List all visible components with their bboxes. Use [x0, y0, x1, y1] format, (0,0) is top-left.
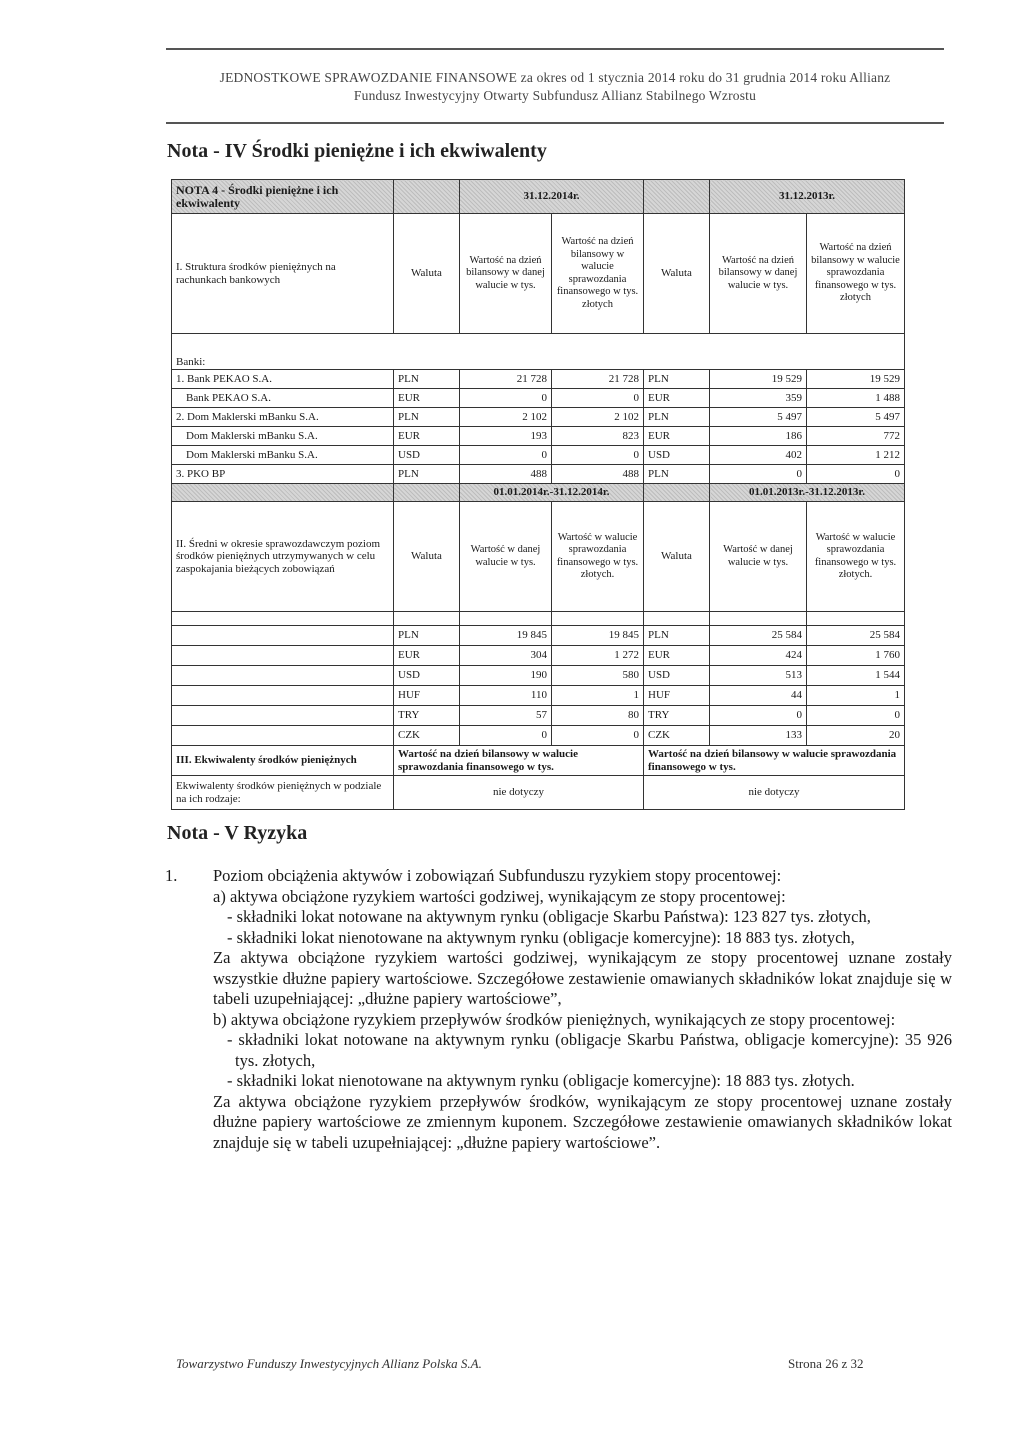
risk-item-number: 1. [165, 866, 178, 885]
bank-row [172, 389, 905, 408]
value-pln-2014: 823 [552, 427, 644, 446]
header-line-2: Fundusz Inwestycyjny Otwarty Subfundusz Allianz Stabilnego Wzrostu [353, 88, 757, 103]
section-3-col-2013: Wartość na dzień bilansowy w walucie sprawozdania finansowego w tys. [644, 746, 905, 776]
header-bottom-rule [166, 122, 944, 124]
average-row [172, 726, 905, 746]
currency-2014: USD [394, 446, 460, 465]
value-pln-2014: 0 [552, 446, 644, 465]
value-currency-2014: 0 [460, 389, 552, 408]
bank-row [172, 370, 905, 389]
avg-value-pln-2013: 1 544 [807, 666, 905, 686]
average-row [172, 686, 905, 706]
avg-value-pln-2013: 0 [807, 706, 905, 726]
currency-2013: EUR [644, 646, 710, 666]
currency-2013: USD [644, 666, 710, 686]
risk-a-paragraph: Za aktywa obciążone ryzykiem wartości godziwej, wynikającym ze stopy procentowej uznane zostały wszystkie dłużne papiery wartościowe. Szczegółowe zestawienie omawianych składników lokat znajduje się w tabeli uzupełniającej: „dłużne papiery wartościowe”, [213, 948, 952, 1008]
nota4-table [171, 179, 905, 810]
avg-value-currency-2014: 57 [460, 706, 552, 726]
header-top-rule [166, 48, 944, 50]
currency-2014: TRY [394, 706, 460, 726]
value-pln-2013: 0 [807, 465, 905, 484]
footer-company: Towarzystwo Funduszy Inwestycyjnych Allianz Polska S.A. [176, 1356, 482, 1371]
value-currency-2014: 21 728 [460, 370, 552, 389]
currency-2014: EUR [394, 427, 460, 446]
value-pln-2014: 21 728 [552, 370, 644, 389]
date-2014: 31.12.2014r. [460, 180, 644, 214]
value-currency-2014: 0 [460, 446, 552, 465]
value-pln-2014: 0 [552, 389, 644, 408]
avg-value-currency-2014: 304 [460, 646, 552, 666]
value-pln-2013: 1 488 [807, 389, 905, 408]
col-wartosc-waluta: Wartość na dzień bilansowy w danej walucie w tys. [710, 214, 807, 334]
avg-value-currency-2013: 133 [710, 726, 807, 746]
col-wartosc-pln: Wartość na dzień bilansowy w walucie sprawozdania finansowego w tys. złotych [807, 214, 905, 334]
risk-b1: - składniki lokat notowane na aktywnym rynku (obligacje Skarbu Państwa, obligacje komercyjne): 35 926 tys. złotych, [227, 1030, 952, 1070]
currency-2013: EUR [644, 389, 710, 408]
currency-2014: HUF [394, 686, 460, 706]
bank-name: 2. Dom Maklerski mBanku S.A. [172, 408, 394, 427]
avg-value-currency-2014: 190 [460, 666, 552, 686]
risk-b2: - składniki lokat nienotowane na aktywnym rynku (obligacje komercyjne): 18 883 tys. złotych. [227, 1071, 855, 1090]
col-wartosc-pln: Wartość na dzień bilansowy w walucie sprawozdania finansowego w tys. złotych [552, 214, 644, 334]
period-2013: 01.01.2013r.-31.12.2013r. [710, 484, 905, 502]
value-currency-2013: 186 [710, 427, 807, 446]
currency-2014: USD [394, 666, 460, 686]
col-waluta: Waluta [394, 502, 460, 612]
currency-2014: CZK [394, 726, 460, 746]
risk-b-text: b) aktywa obciążone ryzykiem przepływów środków pieniężnych, wynikających ze stopy procentowej: [213, 1009, 896, 1029]
nota5-body [165, 866, 952, 1153]
avg-value-pln-2014: 80 [552, 706, 644, 726]
risk-item-1 [165, 866, 952, 887]
value-currency-2014: 488 [460, 465, 552, 484]
avg-value-currency-2013: 25 584 [710, 626, 807, 646]
currency-2013: CZK [644, 726, 710, 746]
avg-value-currency-2013: 0 [710, 706, 807, 726]
header-line-1: JEDNOSTKOWE SPRAWOZDANIE FINANSOWE za okres od 1 stycznia 2014 roku do 31 grudnia 2014 roku Allianz [219, 70, 891, 85]
avg-value-pln-2014: 0 [552, 726, 644, 746]
bank-row [172, 408, 905, 427]
col-waluta: Waluta [394, 214, 460, 334]
currency-2014: PLN [394, 370, 460, 389]
currency-2013: PLN [644, 626, 710, 646]
value-currency-2014: 2 102 [460, 408, 552, 427]
avg-value-currency-2013: 513 [710, 666, 807, 686]
banks-label: Banki: [172, 334, 905, 370]
nota5-title: Nota - V Ryzyka [167, 822, 308, 844]
average-row [172, 646, 905, 666]
col-wartosc-waluta: Wartość na dzień bilansowy w danej walucie w tys. [460, 214, 552, 334]
value-currency-2014: 193 [460, 427, 552, 446]
col-wartosc-pln-2: Wartość w walucie sprawozdania finansowego w tys. złotych. [552, 502, 644, 612]
col-waluta: Waluta [644, 502, 710, 612]
risk-item-text: Poziom obciążenia aktywów i zobowiązań Subfunduszu ryzykiem stopy procentowej: [213, 866, 782, 885]
col-wartosc-waluta-2: Wartość w danej walucie w tys. [460, 502, 552, 612]
avg-value-currency-2014: 19 845 [460, 626, 552, 646]
currency-2014: PLN [394, 465, 460, 484]
avg-value-pln-2014: 19 845 [552, 626, 644, 646]
currency-2014: EUR [394, 389, 460, 408]
currency-2013: HUF [644, 686, 710, 706]
avg-value-pln-2013: 25 584 [807, 626, 905, 646]
currency-2013: PLN [644, 370, 710, 389]
avg-value-pln-2014: 580 [552, 666, 644, 686]
nota4-title: Nota - IV Środki pieniężne i ich ekwiwalenty [167, 140, 547, 162]
value-currency-2013: 359 [710, 389, 807, 408]
value-currency-2013: 5 497 [710, 408, 807, 427]
risk-a1: - składniki lokat notowane na aktywnym rynku (obligacje Skarbu Państwa): 123 827 tys. złotych, [227, 907, 871, 926]
value-pln-2013: 19 529 [807, 370, 905, 389]
currency-2014: PLN [394, 408, 460, 427]
value-pln-2014: 2 102 [552, 408, 644, 427]
col-wartosc-pln-2: Wartość w walucie sprawozdania finansowego w tys. złotych. [807, 502, 905, 612]
section-2-label: II. Średni w okresie sprawozdawczym poziom środków pieniężnych utrzymywanych w celu zaspokajania bieżących zobowiązań [172, 502, 394, 612]
risk-a2: - składniki lokat nienotowane na aktywnym rynku (obligacje komercyjne): 18 883 tys. złotych, [227, 927, 855, 947]
section-3-label: III. Ekwiwalenty środków pieniężnych [172, 746, 394, 776]
value-currency-2013: 19 529 [710, 370, 807, 389]
value-currency-2013: 0 [710, 465, 807, 484]
nota4-table-title: NOTA 4 - Środki pieniężne i ich ekwiwalenty [172, 180, 394, 214]
currency-2013: USD [644, 446, 710, 465]
currency-2013: PLN [644, 465, 710, 484]
value-currency-2013: 402 [710, 446, 807, 465]
avg-value-currency-2013: 44 [710, 686, 807, 706]
value-pln-2014: 488 [552, 465, 644, 484]
avg-value-pln-2014: 1 [552, 686, 644, 706]
currency-2013: EUR [644, 427, 710, 446]
period-2014: 01.01.2014r.-31.12.2014r. [460, 484, 644, 502]
value-pln-2013: 5 497 [807, 408, 905, 427]
col-waluta: Waluta [644, 214, 710, 334]
section-3-col-2014: Wartość na dzień bilansowy w walucie sprawozdania finansowego w tys. [394, 746, 644, 776]
currency-2013: PLN [644, 408, 710, 427]
average-row [172, 626, 905, 646]
avg-value-pln-2013: 1 760 [807, 646, 905, 666]
bank-name: Dom Maklerski mBanku S.A. [172, 427, 394, 446]
currency-2013: TRY [644, 706, 710, 726]
bank-row [172, 465, 905, 484]
col-wartosc-waluta-2: Wartość w danej walucie w tys. [710, 502, 807, 612]
risk-a-text: a) aktywa obciążone ryzykiem wartości godziwej, wynikającym ze stopy procentowej: [213, 886, 786, 906]
currency-2014: PLN [394, 626, 460, 646]
bank-name: Dom Maklerski mBanku S.A. [172, 446, 394, 465]
bank-name: 3. PKO BP [172, 465, 394, 484]
avg-value-currency-2013: 424 [710, 646, 807, 666]
section-3-sub: Ekwiwalenty środków pieniężnych w podziale na ich rodzaje: [172, 776, 394, 810]
average-row [172, 666, 905, 686]
bank-name: 1. Bank PEKAO S.A. [172, 370, 394, 389]
avg-value-pln-2014: 1 272 [552, 646, 644, 666]
avg-value-currency-2014: 110 [460, 686, 552, 706]
value-pln-2013: 1 212 [807, 446, 905, 465]
bank-row [172, 446, 905, 465]
section-3-value-2013: nie dotyczy [644, 776, 905, 810]
risk-b-paragraph: Za aktywa obciążone ryzykiem przepływów środków, wynikającym ze stopy procentowej uznane zostały dłużne papiery wartościowe ze zmiennym kuponem. Szczegółowe zestawienie omawianych składników lokat znajduje się w tabeli uzupełniającej: „dłużne papiery wartościowe”. [213, 1091, 952, 1152]
bank-row [172, 427, 905, 446]
avg-value-currency-2014: 0 [460, 726, 552, 746]
section-1-label: I. Struktura środków pieniężnych na rachunkach bankowych [172, 214, 394, 334]
date-2013: 31.12.2013r. [710, 180, 905, 214]
value-pln-2013: 772 [807, 427, 905, 446]
avg-value-pln-2013: 1 [807, 686, 905, 706]
currency-2014: EUR [394, 646, 460, 666]
section-3-value-2014: nie dotyczy [394, 776, 644, 810]
footer-page-number: Strona 26 z 32 [788, 1356, 864, 1371]
average-row [172, 706, 905, 726]
bank-name: Bank PEKAO S.A. [172, 389, 394, 408]
avg-value-pln-2013: 20 [807, 726, 905, 746]
